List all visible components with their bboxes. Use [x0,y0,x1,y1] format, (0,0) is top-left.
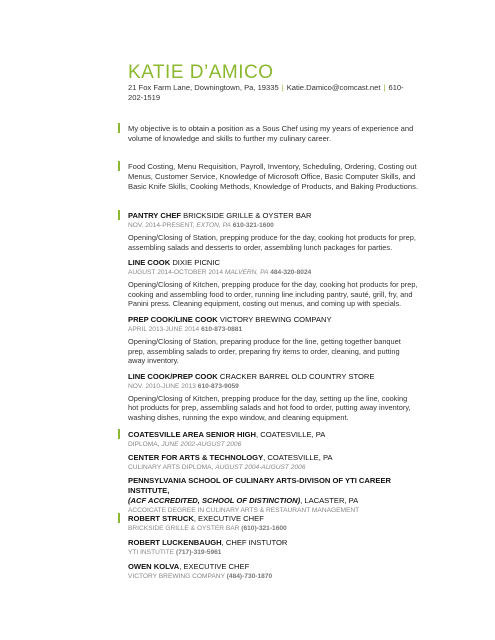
employer: CRACKER BARREL OLD COUNTRY STORE [219,371,375,381]
section-divider [118,123,120,133]
job-phone: 610-873-0881 [201,325,243,333]
school-accreditation: (ACF ACCREDITED, SCHOOL OF DISTINCTION) [128,496,301,505]
job-location: MALVERN, PA [224,269,269,277]
objective-text: My objective is to obtain a position as a Sous Chef using my years of experience and volume of knowledge and skills to further my culinary career. [128,124,414,143]
references-list [128,514,418,586]
school-place: , COATESVILLE, PA [255,430,326,439]
degree: ACCOICATE DEGREE IN CULINARY ARTS & RESTAURANT MANAGEMENT [128,507,360,514]
experience-entry [128,211,418,252]
reference-entry [128,562,418,581]
job-description: Opening/Closing of Kitchen, prepping produce for the day, setting up the line, cooking hot products for prep, assembling salads and hot food to order, putting away inventory, washing dishes, running the expo window, and cleaning equipment. [128,393,411,422]
job-description: Opening/Closing of Station, preparing produce for the line, getting together banquet prep, assembling salads to order, preparing fry items to order, cleaning, and putting away inventory. [128,336,401,366]
reference-phone: (610)-321-1600 [241,525,287,532]
reference-name: ROBERT STRUCK [128,514,194,523]
job-phone: 610-321-1600 [232,222,274,229]
job-dates: AUGUST 2014-OCTOBER 2014 [128,269,224,277]
reference-name: OWEN KOLVA [128,562,180,571]
reference-entry [128,514,418,533]
candidate-name: KATIE D’AMICO [128,62,274,83]
degree: CULINARY ARTS DIPLOMA, [128,464,214,471]
school-name: COATESVILLE AREA SENIOR HIGH [128,430,256,439]
experience-entry [128,315,418,366]
section-divider [118,161,120,171]
phone: 610-202-1519 [128,83,404,102]
education-entry [128,430,418,449]
reference-org: YTI INSTUTITE [128,549,175,556]
separator: | [383,83,386,92]
reference-entry [128,538,418,557]
education-entry [128,476,418,515]
school-name: CENTER FOR ARTS & TECHNOLOGY [128,453,264,462]
separator: | [281,83,284,92]
job-description: Opening/Closing of Kitchen, prepping produce for the day, cooking hot products for prep, cooking and assembling food to order, running line including pantry, sauté, grill, fry, and Panini press. Cleaning equipment, costing out menus, and coming up with specials. [128,280,418,309]
section-divider [118,513,120,523]
reference-title: , CHEF INSTUTOR [221,538,288,547]
job-role: LINE COOK [128,258,171,268]
job-role: PREP COOK/LINE COOK [128,314,218,324]
section-divider [118,429,120,439]
education-list [128,430,418,519]
reference-phone: (484)-730-1870 [226,573,273,580]
degree: DIPLOMA, [128,441,160,448]
job-description: Opening/Closing of Station, prepping produce for the day, cooking hot products for prep, assembling salads and desserts to order, assembling lunch packages for parties. [128,233,416,252]
job-location: EXTON, PA [196,222,231,229]
reference-title: , EXECUTIVE CHEF [179,562,250,571]
reference-org: BRICKSIDE GRILLE & OYSTER BAR [128,525,240,532]
reference-title: , EXECUTIVE CHEF [193,514,264,523]
employer: VICTORY BREWING COMPANY [219,314,332,324]
reference-phone: (717)-319-5961 [176,549,222,556]
job-role: PANTRY CHEF [128,211,182,220]
job-dates: NOV. 2014-PRESENT, [128,222,195,229]
email: Katie.Damico@comcast.net [286,83,381,92]
employer: DIXIE PICNIC [172,258,221,268]
reference-org: VICTORY BREWING COMPANY [128,573,225,580]
job-phone: 610-873-9059 [197,382,239,390]
job-dates: NOV. 2010-JUNE 2013 [128,382,196,390]
reference-name: ROBERT LUCKENBAUGH [128,538,222,547]
job-dates: APRIL 2013-JUNE 2014 [128,325,200,333]
job-role: LINE COOK/PREP COOK [128,371,218,381]
experience-list [128,211,418,429]
employer: BRICKSIDE GRILLE & OYSTER BAR [183,211,312,220]
education-entry [128,453,418,472]
contact-line [128,83,418,103]
address: 21 Fox Farm Lane, Downingtown, Pa, 19335 [128,83,279,92]
section-divider [118,210,120,220]
school-name: PENNSYLVANIA SCHOOL OF CULINARY ARTS-DIVISON OF YTI CAREER INSTITUTE, [128,476,391,495]
skills-text: Food Costing, Menu Requisition, Payroll, Inventory, Scheduling, Ordering, Costing out Menus, Customer Service, Knowledge of Microsoft Office, Basic Computer Skills, and Basic Knife Skills, Cooking Methods, Knowledge of Products, and Baking Productions. [128,162,418,191]
experience-entry [128,258,418,309]
degree-dates: AUGUST 2004-AUGUST 2006 [215,464,306,471]
job-phone: 484-320-8024 [270,269,312,277]
school-place: , LACASTER, PA [300,496,359,505]
school-place: , COATESVILLE, PA [263,453,333,462]
degree-dates: JUNE 2002-AUGUST 2006 [161,441,242,448]
experience-entry [128,372,418,423]
